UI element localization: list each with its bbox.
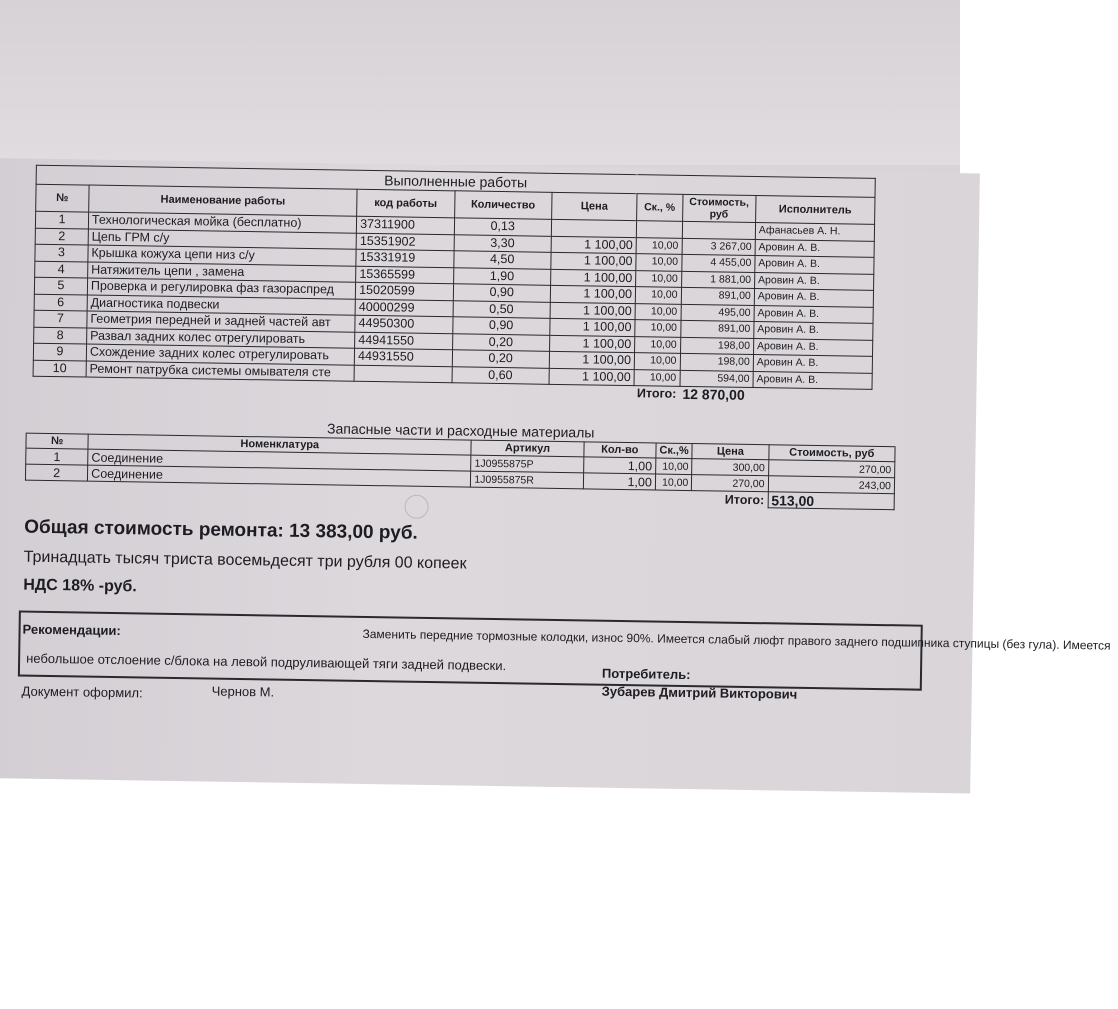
cell-name: Соединение (88, 449, 471, 471)
cell-qty: 0,20 (452, 333, 550, 351)
doc-issued-name: Чернов М. (211, 683, 275, 700)
cell-qty: 1,00 (583, 473, 655, 490)
cell-code: 15351902 (356, 233, 454, 251)
cell-price (551, 219, 636, 237)
cell-disc: 10,00 (635, 303, 681, 320)
cell-name: Натяжитель цепи , замена (88, 262, 356, 283)
total-in-words: Тринадцать тысяч триста восемьдесят три рубля 00 копеек (23, 548, 467, 573)
cell-executor: Аровин А. В. (754, 289, 873, 307)
cell-qty: 0,90 (453, 284, 551, 302)
consumer-name: Зубарев Дмитрий Викторович (601, 683, 798, 702)
cell-executor: Аровин А. В. (755, 239, 874, 257)
pen-mark (404, 495, 428, 519)
cell-qty: 1,00 (583, 457, 655, 474)
cell-name: Цепь ГРМ с/у (88, 229, 356, 250)
cell-disc: 10,00 (636, 237, 682, 254)
cell-price: 1 100,00 (550, 285, 635, 303)
parts-title: Запасные части и расходные материалы (26, 415, 895, 447)
cell-executor: Аровин А. В. (753, 371, 872, 389)
col-cost: Стоимость, руб (768, 445, 895, 462)
recommendations-line-1: Заменить передние тормозные колодки, износ 90%. Имеется слабый люфт правого заднего подшипника ступицы (без гула). Имеется (362, 626, 1111, 653)
cell-cost: 495,00 (681, 304, 755, 322)
cell-code: 15365599 (356, 266, 454, 284)
parts-total-label: Итого: (724, 492, 765, 507)
cell-cost: 1 881,00 (681, 271, 755, 289)
cell-no: 1 (35, 211, 88, 228)
parts-table (25, 415, 896, 511)
col-name: Наименование работы (89, 185, 358, 216)
col-nomenclature: Номенклатура (88, 434, 471, 455)
col-no: № (26, 433, 88, 449)
cell-code: 44931550 (354, 348, 452, 366)
cell-name: Схождение задних колес отрегулировать (86, 344, 354, 365)
col-price: Цена (692, 444, 768, 460)
col-qty: Количество (454, 191, 552, 220)
cell-name: Крышка кожуха цепи низ с/у (88, 245, 356, 266)
cell-no: 5 (34, 277, 87, 294)
cell-name: Развал задних колес отрегулировать (86, 328, 354, 349)
col-discount: Ск.,% (656, 443, 693, 459)
cell-cost: 891,00 (680, 320, 754, 338)
cell-no: 3 (35, 244, 88, 261)
cell-disc: 10,00 (635, 336, 681, 353)
doc-issued-label: Документ оформил: (21, 683, 143, 701)
cell-disc (636, 221, 682, 238)
cell-no: 8 (34, 327, 87, 344)
cell-name: Ремонт патрубка системы омывателя сте (86, 361, 354, 382)
recommendations-box (18, 611, 923, 691)
cell-qty: 1,90 (453, 267, 551, 285)
work-order-sheet (0, 158, 1111, 793)
cell-qty: 0,13 (454, 218, 552, 236)
background-sheet (0, 0, 960, 165)
total-repair-cost: Общая стоимость ремонта: 13 383,00 руб. (24, 516, 418, 544)
cell-executor: Аровин А. В. (753, 338, 872, 356)
cell-cost: 270,00 (768, 460, 895, 478)
cell-no: 6 (34, 294, 87, 311)
col-discount: Ск., % (637, 194, 683, 222)
col-qty: Кол-во (584, 442, 656, 458)
cell-qty: 4,50 (453, 251, 551, 269)
cell-no: 4 (35, 261, 88, 278)
cell-executor: Афанасьев А. Н. (755, 223, 874, 241)
cell-price: 1 100,00 (551, 269, 636, 287)
cell-price: 1 100,00 (551, 236, 636, 254)
cell-cost: 198,00 (680, 337, 754, 355)
cell-executor: Аровин А. В. (754, 272, 873, 290)
cell-cost: 3 267,00 (682, 238, 756, 256)
cell-cost: 891,00 (681, 287, 755, 305)
cell-qty: 0,90 (452, 317, 550, 335)
cell-no: 1 (26, 448, 88, 465)
cell-disc: 10,00 (636, 270, 682, 287)
cell-article: 1J0955875P (471, 455, 584, 473)
works-total-label: Итого: (636, 386, 677, 402)
cell-name: Соединение (88, 465, 471, 487)
recommendations-label: Рекомендации: (22, 621, 121, 639)
parts-total-value: 513,00 (768, 492, 895, 510)
cell-disc: 10,00 (636, 254, 682, 271)
cell-price: 1 100,00 (551, 252, 636, 270)
cell-disc: 10,00 (655, 474, 692, 491)
cell-qty: 0,20 (452, 350, 550, 368)
cell-code: 44941550 (355, 332, 453, 350)
completed-works-table (32, 165, 875, 406)
cell-disc: 10,00 (634, 369, 680, 386)
col-no: № (36, 184, 89, 212)
cell-executor: Аровин А. В. (755, 256, 874, 274)
cell-code: 15331919 (356, 249, 454, 267)
cell-no: 7 (34, 310, 87, 327)
cell-code: 37311900 (357, 216, 455, 234)
cell-executor: Аровин А. В. (753, 355, 872, 373)
consumer-label: Потребитель: (601, 665, 691, 683)
cell-qty: 3,30 (454, 234, 552, 252)
cell-price: 1 100,00 (550, 318, 635, 336)
cell-no: 10 (33, 360, 86, 377)
cell-disc: 10,00 (656, 458, 693, 475)
cell-executor: Аровин А. В. (754, 305, 873, 323)
cell-executor: Аровин А. В. (754, 322, 873, 340)
cell-price: 270,00 (692, 475, 768, 492)
cell-no: 2 (25, 464, 87, 481)
cell-price: 1 100,00 (549, 335, 634, 353)
cell-cost (682, 221, 756, 239)
cell-cost: 198,00 (680, 353, 754, 371)
col-cost: Стоимость, руб (682, 194, 756, 222)
completed-works-title: Выполненные работы (36, 165, 875, 197)
recommendations-line-2: небольшое отслоение с/блока на левой подруливающей тяги задней подвески. (26, 650, 507, 674)
cell-price: 1 100,00 (550, 302, 635, 320)
cell-no: 9 (33, 343, 86, 360)
cell-qty: 0,60 (452, 366, 550, 384)
col-article: Артикул (471, 440, 584, 457)
cell-qty: 0,50 (453, 300, 551, 318)
cell-disc: 10,00 (635, 287, 681, 304)
cell-article: 1J0955875R (471, 471, 584, 489)
cell-code (354, 365, 452, 383)
col-executor: Исполнитель (755, 196, 875, 225)
cell-disc: 10,00 (635, 320, 681, 337)
works-total-value: 12 870,00 (682, 386, 745, 404)
cell-name: Геометрия передней и задней частей авт (87, 311, 355, 332)
cell-cost: 594,00 (680, 370, 754, 388)
cell-code: 44950300 (355, 315, 453, 333)
cell-name: Диагностика подвески (87, 295, 355, 316)
cell-code: 15020599 (355, 282, 453, 300)
cell-cost: 4 455,00 (681, 254, 755, 272)
col-code: код работы (357, 189, 455, 218)
cell-no: 2 (35, 228, 88, 245)
cell-disc: 10,00 (634, 353, 680, 370)
cell-code: 40000299 (355, 299, 453, 317)
cell-cost: 243,00 (768, 476, 895, 494)
col-price: Цена (552, 192, 638, 220)
vat-line: НДС 18% -руб. (23, 576, 137, 596)
cell-price: 1 100,00 (549, 368, 634, 386)
cell-name: Технологическая мойка (бесплатно) (88, 212, 356, 233)
cell-price: 300,00 (692, 459, 768, 476)
cell-name: Проверка и регулировка фаз газораспред (87, 278, 355, 299)
cell-price: 1 100,00 (549, 351, 634, 369)
